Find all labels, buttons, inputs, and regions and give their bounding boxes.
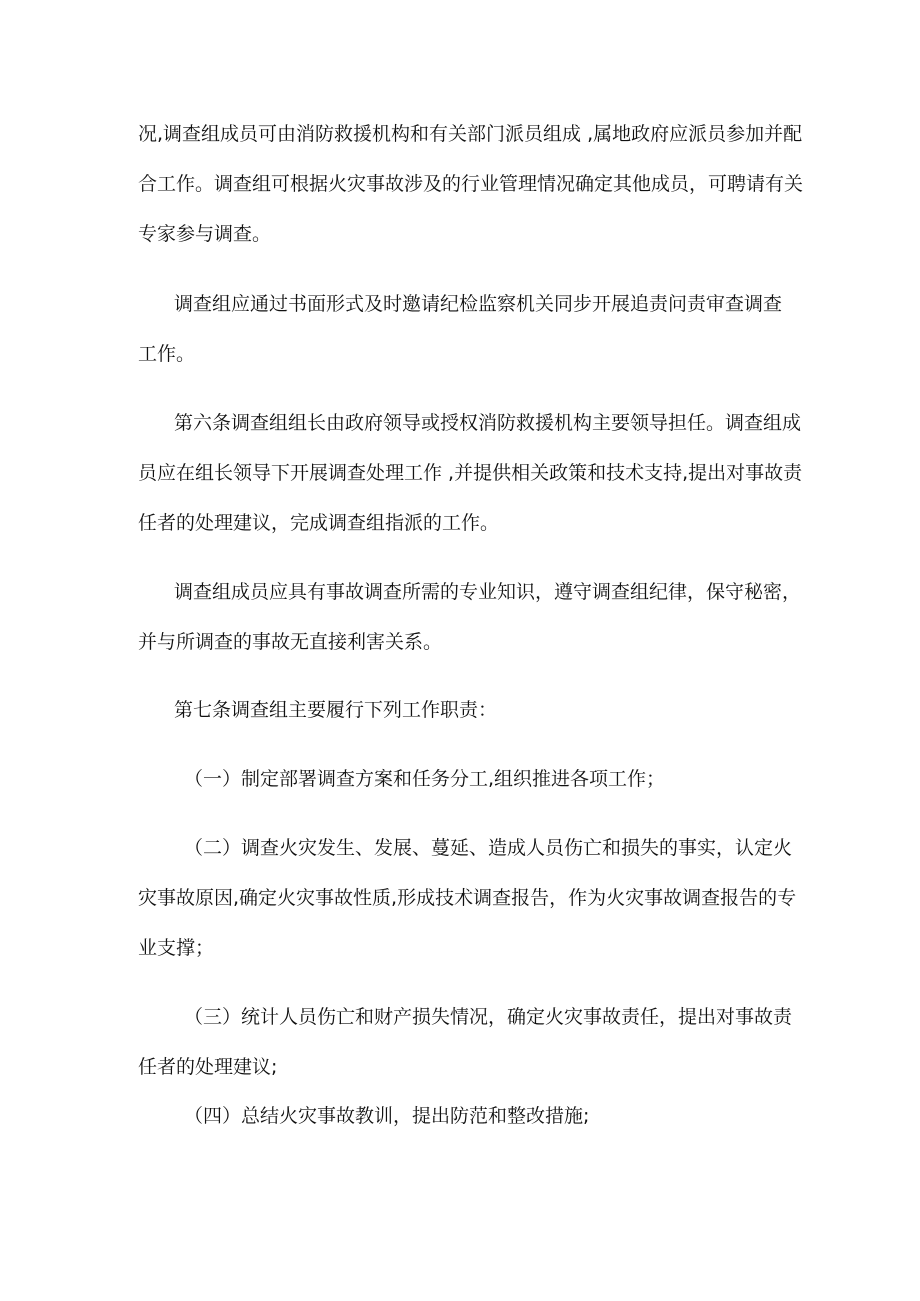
text-line: 工作。 [138, 343, 196, 365]
text-line: 合工作。调查组可根据火灾事故涉及的行业管理情况确定其他成员，可聘请有关 [138, 173, 804, 195]
text-line: （三）统计人员伤亡和财产损失情况，确定火灾事故责任，提出对事故责 [184, 1006, 793, 1028]
text-line: 调查组应通过书面形式及时邀请纪检监察机关同步开展追责问责审查调查 [174, 293, 783, 315]
text-line: 第六条调查组组长由政府领导或授权消防救援机构主要领导担任。调查组成 [174, 412, 802, 434]
text-line: （一）制定部署调查方案和任务分工,组织推进各项工作； [184, 768, 666, 790]
text-line: 任者的处理建议; [138, 1056, 278, 1078]
text-line: （二）调查火灾发生、发展、蔓延、造成人员伤亡和损失的事实，认定火 [184, 837, 793, 859]
text-line: 并与所调查的事故无直接利害关系。 [138, 631, 443, 653]
text-line: 专家参与调查。 [138, 223, 272, 245]
text-line: 员应在组长领导下开展调查处理工作 ,并提供相关政策和技术支持,提出对事故责 [138, 462, 803, 484]
text-line: 业支撑； [138, 937, 215, 959]
text-line: 第七条调查组主要履行下列工作职责： [174, 699, 498, 721]
text-line: 灾事故原因,确定火灾事故性质,形成技术调查报告，作为火灾事故调查报告的专 [138, 887, 797, 909]
text-line: 调查组成员应具有事故调查所需的专业知识，遵守调查组纪律，保守秘密， [174, 581, 802, 603]
text-line: （四）总结火灾事故教训，提出防范和整改措施; [184, 1105, 590, 1127]
text-line: 况,调查组成员可由消防救援机构和有关部门派员组成 ,属地政府应派员参加并配 [138, 123, 803, 145]
text-line: 任者的处理建议，完成调查组指派的工作。 [138, 512, 500, 534]
